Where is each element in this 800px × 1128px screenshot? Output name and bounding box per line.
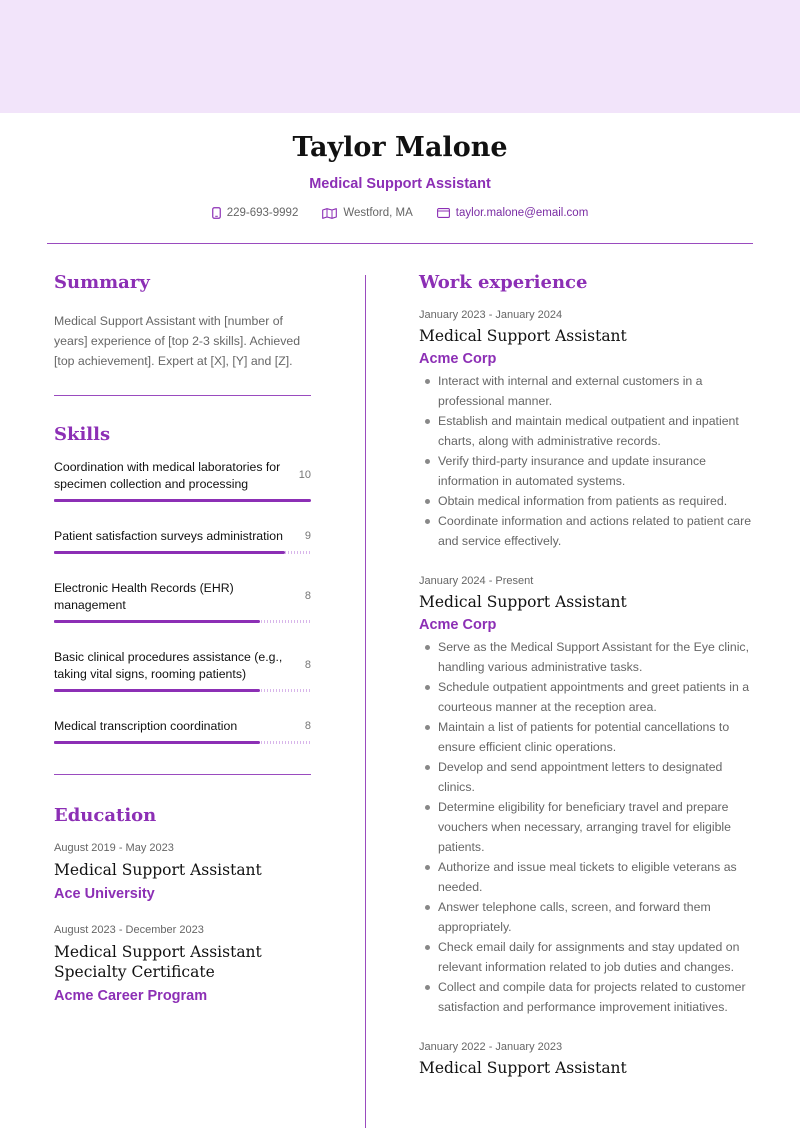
job-bullet-list — [419, 637, 754, 1017]
job-bullet: Develop and send appointment letters to designated clinics. — [419, 757, 754, 797]
job-entry — [419, 575, 754, 1017]
contact-phone — [212, 207, 299, 219]
skill-level-bar — [54, 620, 311, 623]
contact-location — [322, 207, 412, 219]
summary-heading: Summary — [54, 272, 150, 293]
candidate-role: Medical Support Assistant — [309, 176, 491, 192]
skill-label: Patient satisfaction surveys administration — [54, 529, 283, 543]
skill-score: 8 — [304, 590, 311, 602]
education-date: August 2023 - December 2023 — [54, 924, 204, 936]
header-divider — [47, 243, 753, 244]
job-date: January 2024 - Present — [419, 575, 534, 587]
skill-level-fill — [54, 620, 260, 623]
job-company: Acme Corp — [419, 351, 497, 367]
skill-level-bar — [54, 499, 311, 502]
phone-text: 229-693-9992 — [226, 207, 299, 219]
summary-text: Medical Support Assistant with [number of years] experience of [top 2-3 skills]. Achieved [top achievement]. Expert at [X], [Y] and [Z]. — [54, 314, 301, 368]
work-heading: Work experience — [419, 272, 588, 293]
mail-icon — [437, 208, 450, 218]
skill-item — [54, 718, 311, 744]
work-list — [419, 309, 754, 1077]
column-divider — [365, 275, 366, 1128]
skills-divider — [54, 774, 311, 775]
education-date: August 2019 - May 2023 — [54, 842, 174, 854]
education-heading: Education — [54, 805, 157, 826]
job-bullet: Obtain medical information from patients as required. — [419, 491, 754, 511]
skill-level-bar — [54, 741, 311, 744]
education-degree: Medical Support Assistant — [54, 861, 262, 879]
skill-label: Coordination with medical laboratories for specimen collection and processing — [54, 460, 281, 491]
job-entry — [419, 1041, 754, 1077]
phone-icon — [212, 207, 221, 219]
job-entry — [419, 309, 754, 551]
job-bullet: Maintain a list of patients for potential cancellations to ensure efficient clinic operations. — [419, 717, 754, 757]
skill-item — [54, 528, 311, 554]
skill-score: 8 — [304, 659, 311, 671]
skill-label: Medical transcription coordination — [54, 719, 238, 733]
job-title: Medical Support Assistant — [419, 593, 627, 611]
skill-item — [54, 580, 311, 623]
contact-email[interactable] — [437, 207, 588, 219]
job-bullet: Serve as the Medical Support Assistant for the Eye clinic, handling various administrative tasks. — [419, 637, 754, 677]
job-date: January 2022 - January 2023 — [419, 1041, 563, 1053]
job-bullet: Authorize and issue meal tickets to eligible veterans as needed. — [419, 857, 754, 897]
contact-bar — [0, 207, 800, 219]
job-company: Acme Corp — [419, 617, 497, 633]
map-icon — [322, 208, 337, 219]
job-bullet: Answer telephone calls, screen, and forward them appropriately. — [419, 897, 754, 937]
job-bullet: Verify third-party insurance and update insurance information in automated systems. — [419, 451, 754, 491]
job-bullet: Interact with internal and external customers in a professional manner. — [419, 371, 754, 411]
skill-level-fill — [54, 499, 311, 502]
skill-level-fill — [54, 741, 260, 744]
education-school: Acme Career Program — [54, 988, 208, 1004]
skill-label: Electronic Health Records (EHR) management — [54, 581, 234, 612]
education-school: Ace University — [54, 886, 155, 902]
education-degree: Medical Support Assistant Specialty Certificate — [54, 943, 262, 981]
header-band — [0, 0, 800, 113]
job-title: Medical Support Assistant — [419, 1059, 627, 1077]
summary-divider — [54, 395, 311, 396]
job-title: Medical Support Assistant — [419, 327, 627, 345]
skill-item — [54, 459, 311, 502]
candidate-name: Taylor Malone — [292, 132, 508, 163]
skill-level-bar — [54, 689, 311, 692]
skill-level-fill — [54, 689, 260, 692]
job-bullet: Coordinate information and actions related to patient care and service effectively. — [419, 511, 754, 551]
skill-level-fill — [54, 551, 285, 554]
email-link[interactable]: taylor.malone@email.com — [455, 207, 589, 219]
education-item — [54, 842, 311, 902]
job-bullet: Check email daily for assignments and stay updated on relevant information related to job duties and changes. — [419, 937, 754, 977]
skill-item — [54, 649, 311, 692]
job-bullet-list — [419, 371, 754, 551]
job-date: January 2023 - January 2024 — [419, 309, 563, 321]
education-list — [54, 842, 311, 1004]
skill-label: Basic clinical procedures assistance (e.g., taking vital signs, rooming patients) — [54, 650, 283, 681]
location-text: Westford, MA — [343, 207, 413, 219]
skill-level-bar — [54, 551, 311, 554]
job-bullet: Establish and maintain medical outpatient and inpatient charts, along with administrative records. — [419, 411, 754, 451]
skill-score: 8 — [304, 719, 311, 732]
skills-heading: Skills — [54, 424, 111, 445]
job-bullet: Schedule outpatient appointments and greet patients in a courteous manner at the reception area. — [419, 677, 754, 717]
job-bullet: Determine eligibility for beneficiary travel and prepare vouchers when necessary, arranging travel for eligible patients. — [419, 797, 754, 857]
skill-score: 10 — [298, 469, 311, 481]
right-column — [419, 272, 754, 1077]
education-item — [54, 924, 311, 1004]
job-bullet: Collect and compile data for projects related to customer satisfaction and performance improvement initiatives. — [419, 977, 754, 1017]
skills-list — [54, 459, 311, 744]
skill-score: 9 — [304, 529, 311, 542]
left-column — [54, 272, 311, 1004]
